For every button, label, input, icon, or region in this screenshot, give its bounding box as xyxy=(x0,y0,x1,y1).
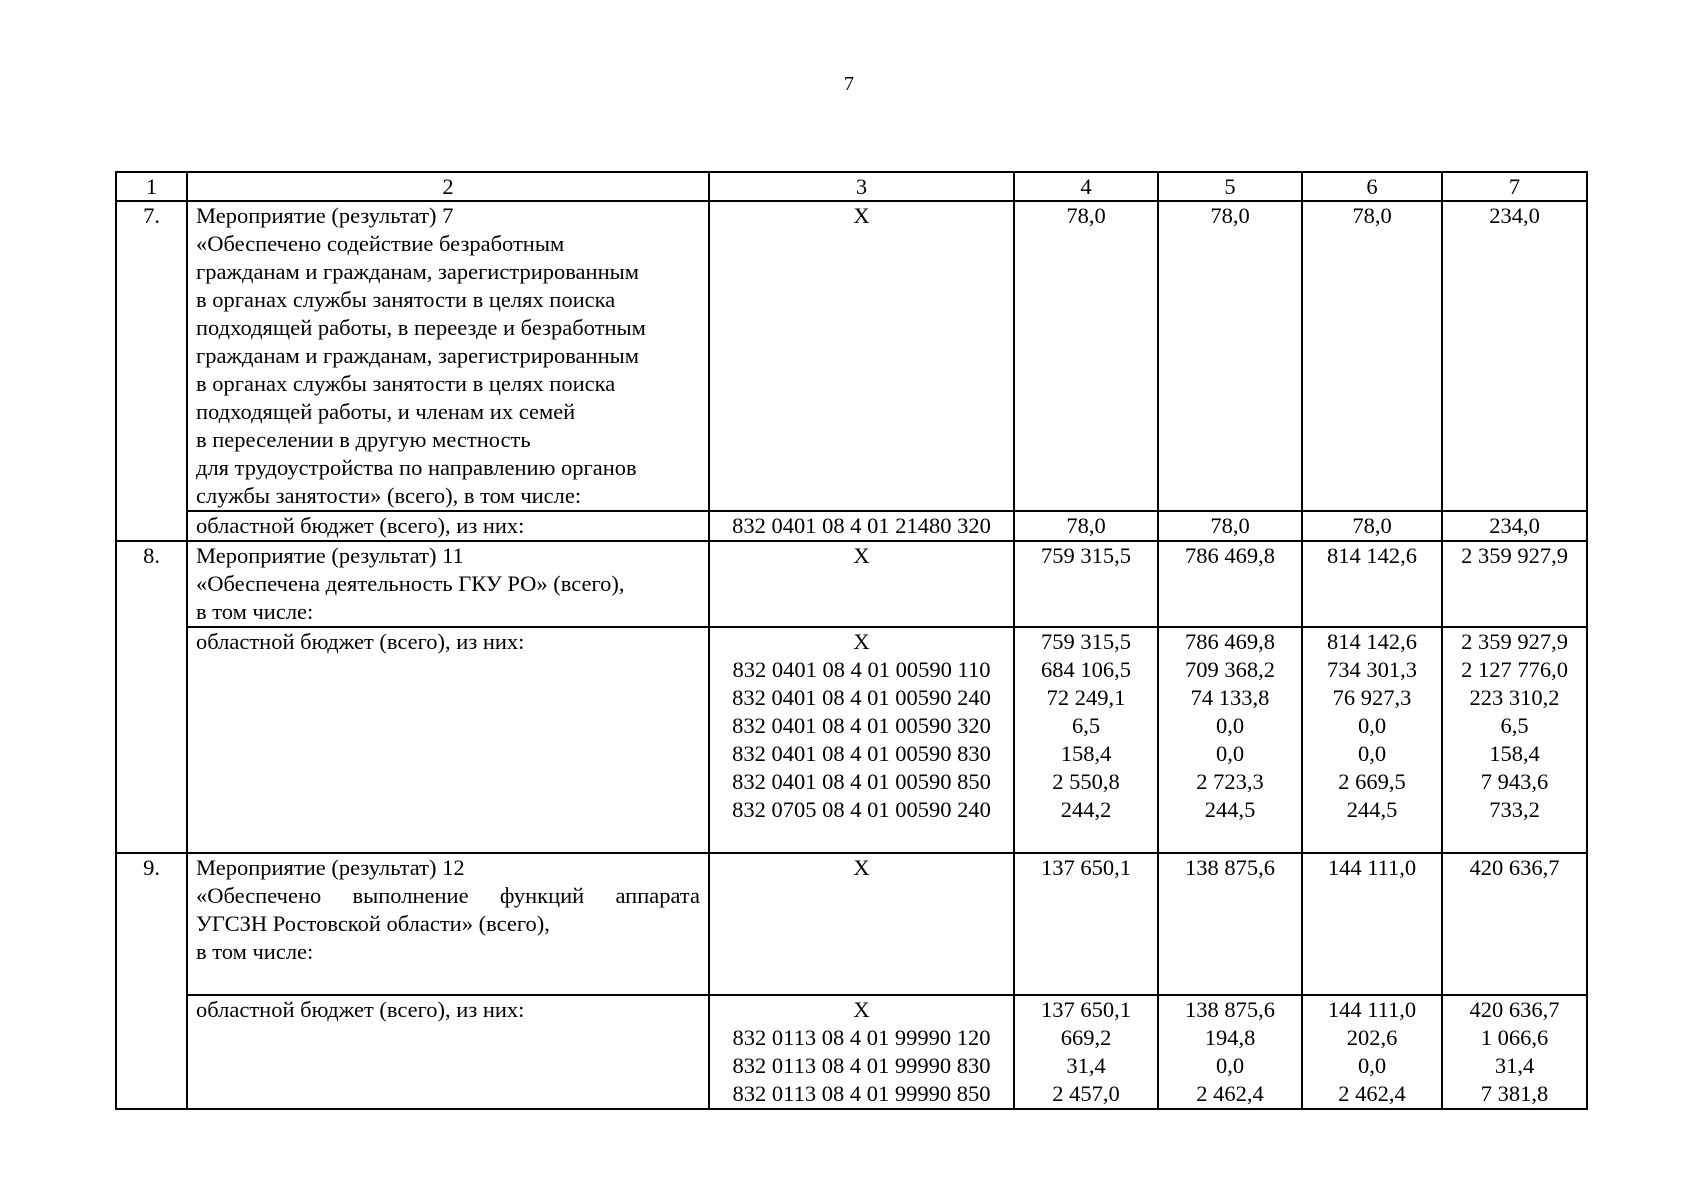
value-line: 814 142,6 xyxy=(1327,629,1417,654)
value-line: 0,0 xyxy=(1357,713,1387,738)
budget-code: X xyxy=(709,853,1014,995)
value-col7 xyxy=(1442,511,1587,541)
code-line: 832 0401 08 4 01 00590 110 xyxy=(732,657,991,682)
name-line: гражданам и гражданам, зарегистрированным xyxy=(196,259,639,284)
code-line: 832 0401 08 4 01 00590 320 xyxy=(732,713,991,738)
value-line: 669,2 xyxy=(1060,1025,1112,1050)
value-line: 137 650,1 xyxy=(1041,997,1131,1022)
value-line: 78,0 xyxy=(1352,513,1392,538)
value-col4 xyxy=(1014,995,1158,1109)
value-col4: 78,0 xyxy=(1014,201,1158,511)
value-line: 7 381,8 xyxy=(1480,1081,1549,1106)
activity-name xyxy=(187,201,709,511)
value-line: 420 636,7 xyxy=(1469,997,1560,1022)
value-line: 144 111,0 xyxy=(1327,997,1417,1022)
value-line: 158,4 xyxy=(1060,741,1112,766)
value-line: 734 301,3 xyxy=(1327,657,1417,682)
value-line: 6,5 xyxy=(1500,713,1529,738)
code-line: X xyxy=(853,629,870,654)
value-col5: 78,0 xyxy=(1158,201,1302,511)
sub-label: областной бюджет (всего), из них: xyxy=(187,511,709,541)
value-line: 2 550,8 xyxy=(1052,769,1120,794)
value-line: 7 943,6 xyxy=(1480,769,1549,794)
name-line: «Обеспечена деятельность ГКУ РО» (всего), xyxy=(196,571,625,596)
sub-label: областной бюджет (всего), из них: xyxy=(187,995,709,1109)
name-line: в органах службы занятости в целях поиска xyxy=(196,371,616,396)
value-line: 244,5 xyxy=(1204,797,1256,822)
code-line: 832 0705 08 4 01 00590 240 xyxy=(732,797,991,822)
name-line: в том числе: xyxy=(196,599,314,624)
value-line: 2 127 776,0 xyxy=(1461,657,1568,682)
table-row xyxy=(116,201,1587,511)
name-line: в переселении в другую местность xyxy=(196,427,531,452)
budget-code: X xyxy=(709,541,1014,627)
header-cell: 5 xyxy=(1158,172,1302,201)
budget-code xyxy=(709,995,1014,1109)
value-line: 0,0 xyxy=(1357,1053,1387,1078)
value-line: 31,4 xyxy=(1066,1053,1106,1078)
value-line: 0,0 xyxy=(1215,741,1245,766)
value-col5 xyxy=(1158,511,1302,541)
value-line: 786 469,8 xyxy=(1185,629,1275,654)
value-line: 74 133,8 xyxy=(1190,685,1270,710)
value-line: 2 723,3 xyxy=(1196,769,1264,794)
activity-name xyxy=(187,853,709,995)
code-line: 832 0113 08 4 01 99990 120 xyxy=(732,1025,991,1050)
code-line: 832 0113 08 4 01 99990 830 xyxy=(732,1053,991,1078)
value-col6: 814 142,6 xyxy=(1302,541,1442,627)
table-row xyxy=(116,853,1587,995)
value-line: 76 927,3 xyxy=(1332,685,1412,710)
name-line: в органах службы занятости в целях поиска xyxy=(196,287,616,312)
name-line: подходящей работы, в переезде и безработным xyxy=(196,315,646,340)
name-line: Мероприятие (результат) 7 xyxy=(196,203,454,228)
budget-code xyxy=(709,627,1014,853)
header-cell: 6 xyxy=(1302,172,1442,201)
value-col7: 234,0 xyxy=(1442,201,1587,511)
name-line: в том числе: xyxy=(196,939,314,964)
value-col5 xyxy=(1158,627,1302,853)
code-line: 832 0401 08 4 01 00590 830 xyxy=(732,741,991,766)
name-line: службы занятости» (всего), в том числе: xyxy=(196,483,582,508)
table-row xyxy=(116,511,1587,541)
value-line: 2 359 927,9 xyxy=(1461,629,1568,654)
code-line: 832 0113 08 4 01 99990 850 xyxy=(732,1081,991,1106)
value-line: 78,0 xyxy=(1210,513,1250,538)
value-line: 2 457,0 xyxy=(1052,1081,1120,1106)
value-col6 xyxy=(1302,511,1442,541)
value-line: 2 462,4 xyxy=(1196,1081,1264,1106)
code-line: X xyxy=(853,997,870,1022)
value-col6: 78,0 xyxy=(1302,201,1442,511)
header-cell: 2 xyxy=(187,172,709,201)
value-line: 684 106,5 xyxy=(1041,657,1131,682)
sub-label: областной бюджет (всего), из них: xyxy=(187,627,709,853)
value-line: 6,5 xyxy=(1071,713,1101,738)
value-line: 709 368,2 xyxy=(1185,657,1275,682)
page-number: 7 xyxy=(844,73,854,95)
code-line: 832 0401 08 4 01 00590 850 xyxy=(732,769,991,794)
table-row xyxy=(116,995,1587,1109)
value-line: 202,6 xyxy=(1346,1025,1398,1050)
budget-code xyxy=(709,511,1014,541)
name-line: Мероприятие (результат) 12 xyxy=(196,855,465,880)
value-line: 194,8 xyxy=(1204,1025,1256,1050)
table-header-row xyxy=(116,172,1587,201)
value-line: 244,5 xyxy=(1346,797,1398,822)
value-col4 xyxy=(1014,511,1158,541)
value-col5: 786 469,8 xyxy=(1158,541,1302,627)
budget-table xyxy=(115,171,1588,1110)
value-line: 138 875,6 xyxy=(1185,997,1275,1022)
value-line: 0,0 xyxy=(1357,741,1387,766)
value-col7 xyxy=(1442,627,1587,853)
value-line: 158,4 xyxy=(1489,741,1540,766)
name-line: Мероприятие (результат) 11 xyxy=(196,543,464,568)
name-line: гражданам и гражданам, зарегистрированным xyxy=(196,343,639,368)
value-line: 244,2 xyxy=(1060,797,1112,822)
name-line: «Обеспечено содействие безработным xyxy=(196,231,565,256)
value-line: 2 669,5 xyxy=(1338,769,1406,794)
value-col6 xyxy=(1302,995,1442,1109)
value-line: 1 066,6 xyxy=(1480,1025,1549,1050)
activity-name xyxy=(187,541,709,627)
code-line: 832 0401 08 4 01 00590 240 xyxy=(732,685,991,710)
name-line: подходящей работы, и членам их семей xyxy=(196,399,576,424)
row-number: 9. xyxy=(116,853,187,1109)
table-row xyxy=(116,627,1587,853)
value-line: 0,0 xyxy=(1215,713,1245,738)
value-line: 2 462,4 xyxy=(1338,1081,1406,1106)
value-col4: 137 650,1 xyxy=(1014,853,1158,995)
value-line: 223 310,2 xyxy=(1469,685,1560,710)
budget-code: X xyxy=(709,201,1014,511)
value-col6: 144 111,0 xyxy=(1302,853,1442,995)
name-line: «Обеспечено выполнение функций аппарата xyxy=(196,883,700,908)
value-col6 xyxy=(1302,627,1442,853)
name-line: УГСЗН Ростовской области» (всего), xyxy=(196,911,550,936)
value-col4: 759 315,5 xyxy=(1014,541,1158,627)
row-number: 7. xyxy=(116,201,187,541)
value-line: 733,2 xyxy=(1489,797,1540,822)
value-col7: 2 359 927,9 xyxy=(1442,541,1587,627)
table-row xyxy=(116,541,1587,627)
value-line: 759 315,5 xyxy=(1041,629,1131,654)
value-col7: 420 636,7 xyxy=(1442,853,1587,995)
value-line: 72 249,1 xyxy=(1046,685,1126,710)
row-number: 8. xyxy=(116,541,187,853)
value-col7 xyxy=(1442,995,1587,1109)
code-line: 832 0401 08 4 01 21480 320 xyxy=(732,513,991,538)
header-cell: 4 xyxy=(1014,172,1158,201)
value-col5 xyxy=(1158,995,1302,1109)
name-line: для трудоустройства по направлению органов xyxy=(196,455,637,480)
value-line: 0,0 xyxy=(1215,1053,1245,1078)
header-cell: 7 xyxy=(1442,172,1587,201)
header-cell: 3 xyxy=(709,172,1014,201)
header-cell: 1 xyxy=(116,172,187,201)
value-col5: 138 875,6 xyxy=(1158,853,1302,995)
value-col4 xyxy=(1014,627,1158,853)
value-line: 234,0 xyxy=(1489,513,1540,538)
value-line: 78,0 xyxy=(1066,513,1106,538)
value-line: 31,4 xyxy=(1494,1053,1535,1078)
